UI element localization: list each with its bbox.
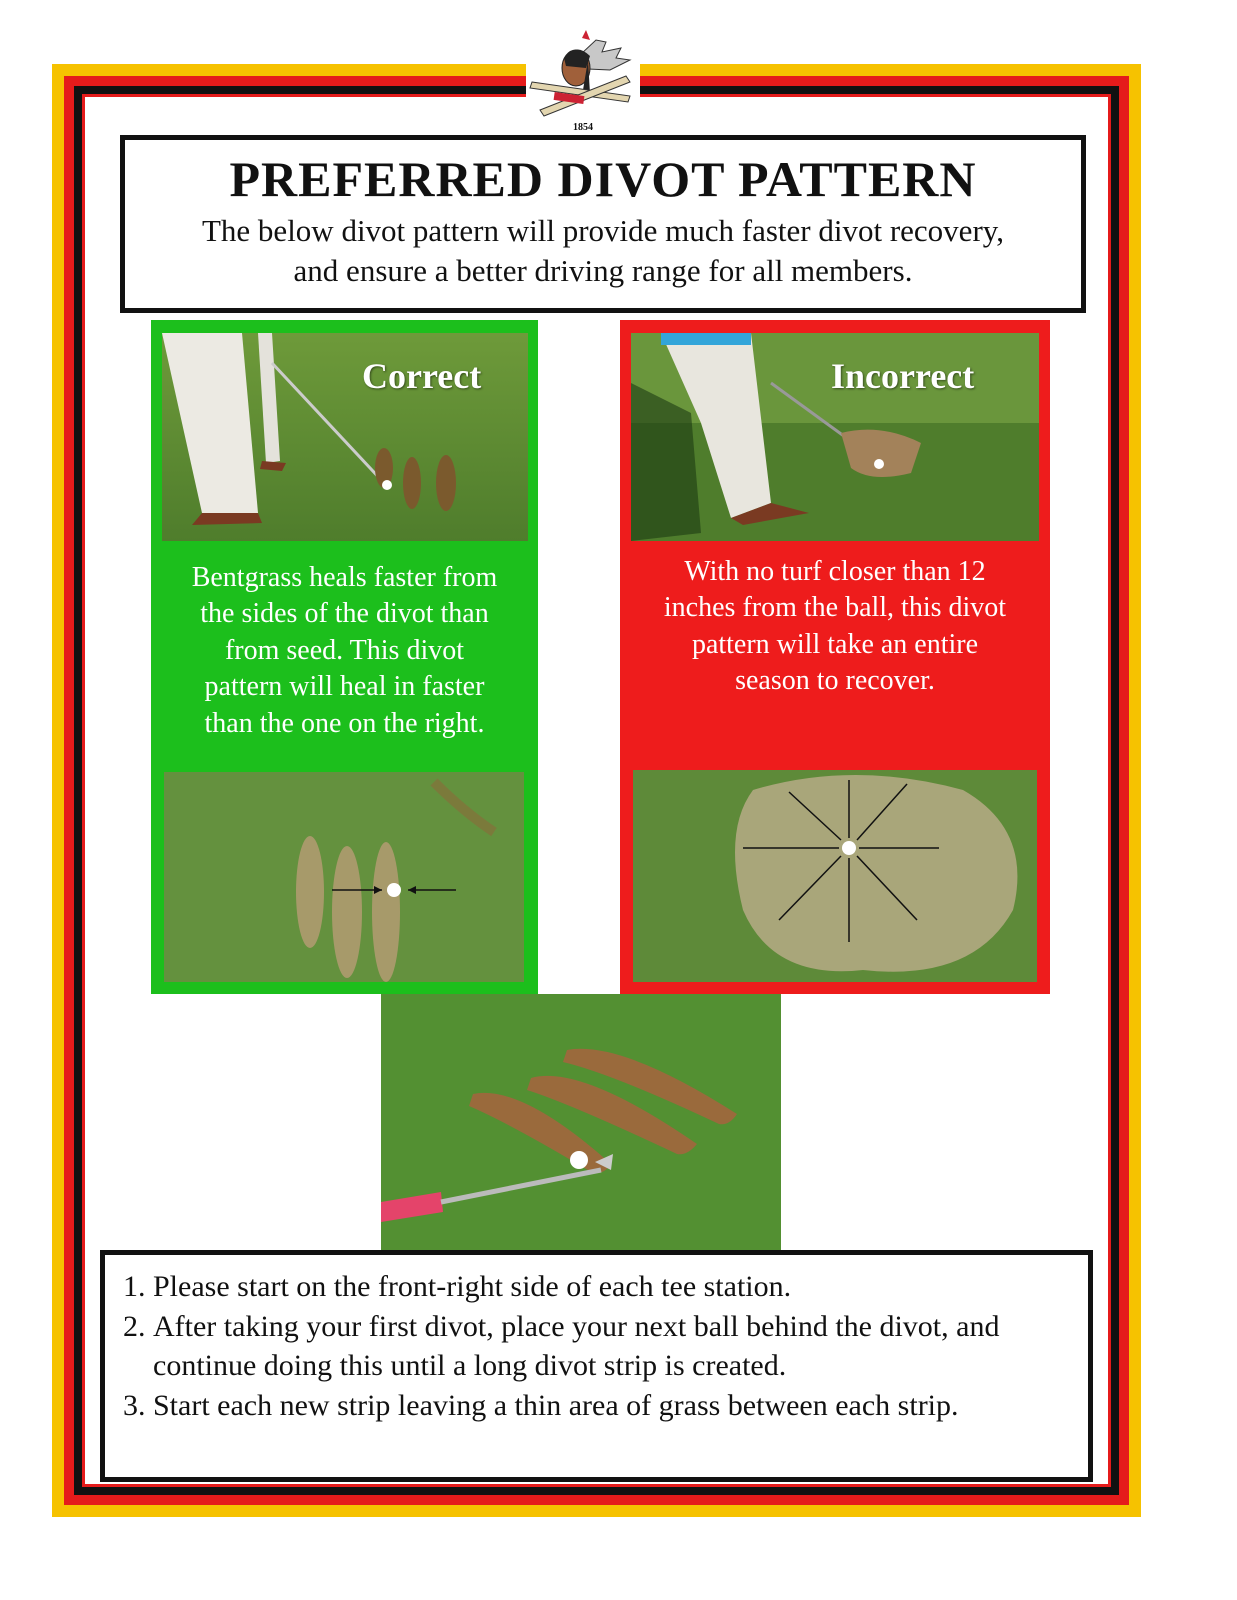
correct-caption-line: pattern will heal in faster — [204, 671, 485, 703]
club-logo — [526, 30, 640, 136]
incorrect-caption-line: pattern will take an entire — [691, 628, 979, 660]
incorrect-panel — [620, 320, 1050, 994]
incorrect-closeup-photo — [633, 770, 1037, 982]
instruction-item: 1. Please start on the front-right side of each tee station. — [153, 1267, 1088, 1307]
incorrect-caption-line: With no turf closer than 12 — [684, 556, 986, 587]
correct-caption-line: Bentgrass heals faster from — [191, 562, 498, 593]
page-subtitle — [155, 211, 1051, 290]
correct-panel — [151, 320, 538, 994]
correct-label: Correct — [362, 356, 482, 396]
instructions-list — [105, 1267, 1088, 1425]
logo-year: 1854 — [573, 122, 593, 133]
correct-caption-line: than the one on the right. — [204, 707, 485, 739]
incorrect-caption — [620, 554, 1050, 700]
incorrect-label: Incorrect — [831, 356, 975, 396]
correct-closeup-photo — [164, 772, 524, 982]
page-title: PREFERRED DIVOT PATTERN — [229, 151, 977, 207]
club-logo-icon — [526, 30, 640, 136]
incorrect-caption-line: season to recover. — [735, 665, 935, 697]
instructions-box — [100, 1250, 1093, 1482]
incorrect-top-photo — [631, 333, 1039, 541]
correct-caption — [151, 560, 538, 742]
subtitle-line-2: and ensure a better driving range for all members. — [293, 252, 913, 288]
instruction-item: 2. After taking your first divot, place your next ball behind the divot, and continue doing this until a long divot strip is created. — [153, 1307, 1088, 1386]
incorrect-caption-line: inches from the ball, this divot — [663, 592, 1007, 624]
correct-top-photo — [162, 333, 528, 541]
correct-caption-line: the sides of the divot than — [200, 598, 489, 630]
correct-caption-line: from seed. This divot — [224, 634, 464, 666]
subtitle-line-1: The below divot pattern will provide much faster divot recovery, — [201, 213, 1005, 248]
instruction-item: 3. Start each new strip leaving a thin area of grass between each strip. — [153, 1386, 1088, 1426]
title-box — [120, 135, 1086, 313]
divot-strip-photo — [381, 994, 781, 1250]
